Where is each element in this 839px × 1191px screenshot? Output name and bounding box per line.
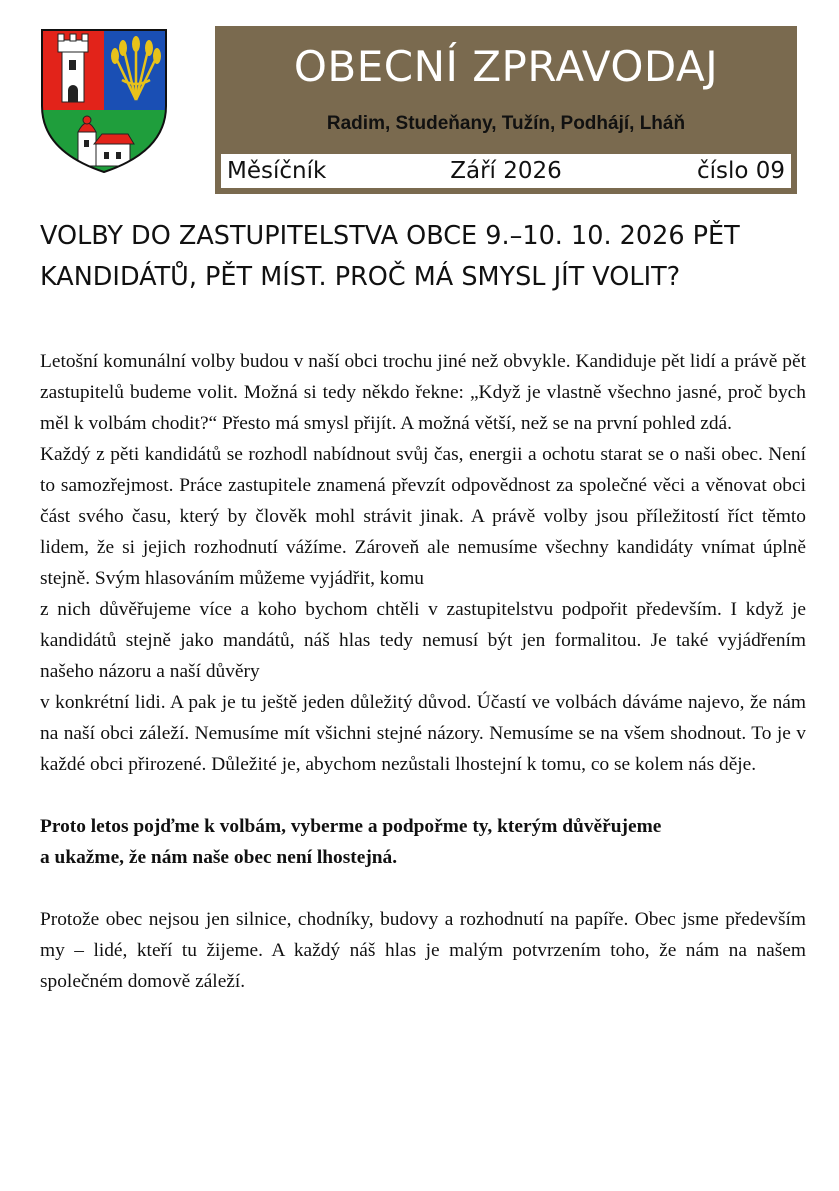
paragraph: v konkrétní lidi. A pak je tu ještě jeden důležitý důvod. Účastí ve volbách dáváme najevo, že nám na naší obci záleží. Nemusíme mít všichni stejné názory. Nemusíme se na všem shodnout. To je v každé obci přirozené. Důležité je, abychom nezůstali lhostejní k tomu, co se kolem nás děje. [40, 692, 806, 775]
paragraph: Protože obec nejsou jen silnice, chodníky, budovy a rozhodnutí na papíře. Obec jsme především my – lidé, kteří tu žijeme. A každý náš hlas je malým potvrzením toho, že nám na našem společném domově záleží. [40, 909, 806, 992]
callout-line: a ukažme, že nám naše obec není lhostejná. [40, 847, 398, 868]
paragraph: z nich důvěřujeme více a koho bychom chtěli v zastupitelstvu podpořit především. I když je kandidátů stejně jako mandátů, náš hlas tedy nemusí být jen formalitou. Je také vyjádřením našeho názoru a naší důvěry [40, 599, 806, 682]
paragraph: Letošní komunální volby budou v naší obci trochu jiné než obvykle. Kandiduje pět lidí a právě pět zastupitelů budeme volit. Možná si tedy někdo řekne: „Když je vlastně všechno jasné, proč bych měl k volbám chodit?“ Přesto má smysl přijít. A možná větší, než se na první pohled zdá. [40, 351, 806, 434]
issue-bar [221, 154, 791, 188]
newsletter-title: OBECNÍ ZPRAVODAJ [293, 42, 719, 91]
spacer [40, 780, 806, 811]
publication-frequency: Měsíčník [227, 158, 327, 184]
coat-of-arms-icon [40, 28, 168, 174]
issue-number: číslo 09 [696, 158, 785, 184]
masthead [215, 26, 797, 194]
spacer [40, 873, 806, 904]
village-list: Radim, Studeňany, Tužín, Podhájí, Lháň [326, 113, 686, 134]
callout-line: Proto letos pojďme k volbám, vyberme a podpořme ty, kterým důvěřujeme [40, 816, 662, 837]
article-body [40, 346, 806, 997]
article-headline: VOLBY DO ZASTUPITELSTVA OBCE 9.–10. 10. 2026 PĚT KANDIDÁTŮ, PĚT MÍST. PROČ MÁ SMYSL JÍT VOLIT? [40, 221, 740, 292]
issue-date: Září 2026 [450, 158, 562, 184]
paragraph: Každý z pěti kandidátů se rozhodl nabídnout svůj čas, energii a ochotu starat se o naši obec. Není to samozřejmost. Práce zastupitele znamená převzít odpovědnost za společné věci a věnovat obci část svého času, který by člověk mohl strávit jinak. A právě volby jsou příležitostí říct těmto lidem, že si jejich rozhodnutí vážíme. Zároveň ale nemusíme všechny kandidáty vnímat úplně stejně. Svým hlasováním můžeme vyjádřit, komu [40, 444, 806, 589]
